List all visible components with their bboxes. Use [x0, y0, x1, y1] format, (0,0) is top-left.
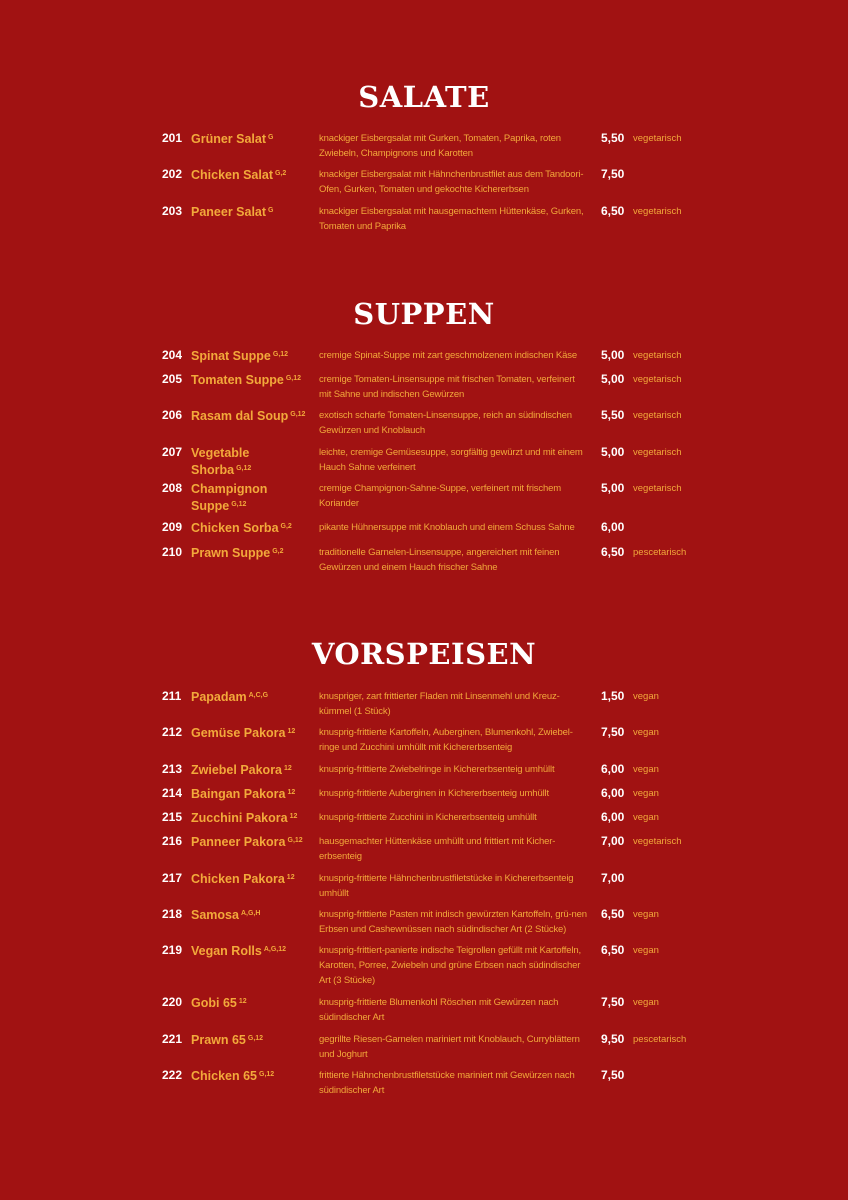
item-description: knusprig-frittierte Pasten mit indisch gewürzten Kartoffeln, grü-nen Erbsen und Cashewnüssen nach südindischer Art (2 Stücke) — [319, 909, 587, 935]
item-allergens: 12 — [284, 765, 292, 772]
item-name — [191, 348, 313, 365]
item-number: 203 — [162, 204, 183, 218]
item-diet-tag: vegan — [633, 691, 659, 702]
item-diet-tag: vegetarisch — [633, 483, 682, 494]
item-name-text: Champignon Suppe — [191, 482, 268, 513]
item-name-text: Chicken Salat — [191, 168, 273, 182]
item-description: gegrillte Riesen-Garnelen mariniert mit Knoblauch, Curryblättern und Joghurt — [319, 1034, 580, 1060]
item-name — [191, 689, 313, 706]
item-diet-tag: vegan — [633, 909, 659, 920]
item-diet-tag: vegan — [633, 788, 659, 799]
item-price: 6,50 — [601, 943, 625, 957]
item-number: 208 — [162, 481, 183, 495]
item-allergens: G,12 — [290, 411, 306, 418]
item-diet-tag: vegan — [633, 764, 659, 775]
item-price: 6,50 — [601, 545, 625, 559]
item-price: 5,50 — [601, 408, 625, 422]
item-price: 7,50 — [601, 167, 625, 181]
item-description: knusprig-frittierte Kartoffeln, Auberginen, Blumenkohl, Zwiebel-ringe und Zucchini umhüllt mit Kichererbsenteig — [319, 727, 573, 753]
item-diet-tag: vegetarisch — [633, 447, 682, 458]
item-number: 218 — [162, 907, 183, 921]
item-name — [191, 520, 313, 537]
item-number: 214 — [162, 786, 183, 800]
item-name-text: Gobi 65 — [191, 996, 237, 1010]
item-diet-tag: pescetarisch — [633, 547, 687, 558]
item-number: 202 — [162, 167, 183, 181]
item-number: 217 — [162, 871, 183, 885]
item-allergens: A,G,12 — [263, 946, 287, 953]
item-allergens: 12 — [289, 813, 298, 820]
item-number: 215 — [162, 810, 183, 824]
item-price: 6,50 — [601, 907, 625, 921]
item-description: traditionelle Garnelen-Linsensuppe, angereichert mit feinen Gewürzen und einem Hauch frischer Sahne — [319, 547, 560, 573]
item-name-text: Prawn Suppe — [191, 546, 271, 560]
item-name-text: Rasam dal Soup — [191, 409, 289, 423]
item-number: 220 — [162, 995, 183, 1009]
item-name — [191, 408, 313, 425]
item-allergens: G — [268, 134, 274, 141]
item-allergens: G,2 — [280, 523, 292, 530]
item-allergens: G — [268, 207, 274, 214]
item-price: 5,00 — [601, 348, 625, 362]
item-diet-tag: vegetarisch — [633, 350, 682, 361]
item-price: 6,50 — [601, 204, 625, 218]
item-name-text: Vegan Rolls — [191, 944, 262, 958]
item-description: knusprig-frittierte Auberginen in Kichererbsenteig umhüllt — [319, 788, 549, 799]
item-name-text: Zwiebel Pakora — [191, 763, 283, 777]
item-name-text: Grüner Salat — [191, 132, 267, 146]
item-description: knusprig-frittiert-panierte indische Teigrollen gefüllt mit Kartoffeln, Karotten, Porree, Zwiebeln und grüne Erbsen nach südindischer Art (3 Stücke) — [319, 945, 581, 986]
item-description: pikante Hühnersuppe mit Knoblauch und einem Schuss Sahne — [319, 522, 575, 533]
section-title: VORSPEISEN — [311, 637, 537, 671]
item-name — [191, 1068, 313, 1085]
item-diet-tag: pescetarisch — [633, 1034, 687, 1045]
item-allergens: G,12 — [272, 351, 289, 358]
item-allergens: G,2 — [272, 548, 284, 555]
item-number: 207 — [162, 445, 183, 459]
item-name — [191, 810, 313, 827]
item-name — [191, 943, 313, 960]
item-number: 212 — [162, 725, 183, 739]
item-allergens: G,12 — [247, 1035, 264, 1042]
item-price: 7,50 — [601, 725, 625, 739]
item-price: 6,00 — [601, 786, 625, 800]
item-diet-tag: vegetarisch — [633, 410, 682, 421]
item-description: leichte, cremige Gemüsesuppe, sorgfältig gewürzt und mit einem Hauch Sahne verfeinert — [319, 447, 583, 473]
item-name — [191, 167, 313, 184]
item-name — [191, 786, 313, 803]
item-name — [191, 545, 313, 562]
item-description: knusprig-frittierte Blumenkohl Röschen mit Gewürzen nach südindischer Art — [319, 997, 559, 1023]
item-description: cremige Tomaten-Linsensuppe mit frischen Tomaten, verfeinert mit Sahne und indischen Gewürzen — [319, 374, 575, 400]
item-description: cremige Champignon-Sahne-Suppe, verfeinert mit frischem Koriander — [319, 483, 562, 509]
item-allergens: G,12 — [236, 465, 252, 472]
item-description: knusprig-frittierte Zwiebelringe in Kichererbsenteig umhüllt — [319, 764, 555, 775]
item-name-text: Panneer Pakora — [191, 835, 286, 849]
item-name-text: Gemüse Pakora — [191, 726, 286, 740]
item-price: 7,50 — [601, 995, 625, 1009]
item-diet-tag: vegan — [633, 812, 659, 823]
item-description: knackiger Eisbergsalat mit Hähnchenbrustfilet aus dem Tandoori-Ofen, Gurken, Tomaten und gekochte Kichererbsen — [319, 169, 584, 195]
item-diet-tag: vegetarisch — [633, 374, 682, 385]
item-name-text: Papadam — [191, 690, 247, 704]
item-name-text: Baingan Pakora — [191, 787, 286, 801]
item-allergens: 12 — [287, 728, 296, 735]
item-number: 206 — [162, 408, 183, 422]
item-price: 9,50 — [601, 1032, 625, 1046]
item-number: 216 — [162, 834, 183, 848]
item-number: 211 — [162, 689, 182, 703]
item-name-text: Chicken Pakora — [191, 872, 285, 886]
item-number: 201 — [162, 131, 183, 145]
item-number: 209 — [162, 520, 183, 534]
item-number: 205 — [162, 372, 183, 386]
item-number: 221 — [162, 1032, 183, 1046]
item-allergens: G,12 — [285, 375, 302, 382]
item-price: 7,00 — [601, 871, 625, 885]
item-allergens: G,12 — [287, 837, 303, 844]
item-description: frittierte Hähnchenbrustfiletstücke mariniert mit Gewürzen nach südindischer Art — [319, 1070, 575, 1096]
item-name — [191, 445, 313, 479]
item-name — [191, 725, 313, 742]
item-name — [191, 1032, 313, 1049]
item-allergens: A,G,H — [240, 910, 261, 917]
item-name-text: Tomaten Suppe — [191, 373, 284, 387]
item-name-text: Zucchini Pakora — [191, 811, 288, 825]
item-name-text: Chicken Sorba — [191, 521, 279, 535]
item-number: 204 — [162, 348, 183, 362]
item-name — [191, 481, 313, 515]
item-description: knackiger Eisbergsalat mit Gurken, Tomaten, Paprika, roten Zwiebeln, Champignons und Karotten — [319, 133, 561, 159]
item-allergens: G,12 — [259, 1071, 275, 1078]
item-diet-tag: vegan — [633, 727, 659, 738]
item-name-text: Spinat Suppe — [191, 349, 271, 363]
item-name-text: Vegetable Shorba — [191, 446, 250, 477]
item-price: 6,00 — [601, 520, 625, 534]
item-name — [191, 204, 313, 221]
item-description: exotisch scharfe Tomaten-Linsensuppe, reich an südindischen Gewürzen und Knoblauch — [319, 410, 572, 436]
section-title: SUPPEN — [353, 297, 495, 331]
item-price: 1,50 — [601, 689, 625, 703]
item-price: 7,50 — [601, 1068, 625, 1082]
item-price: 5,00 — [601, 445, 625, 459]
item-price: 6,00 — [601, 762, 625, 776]
item-allergens: G,2 — [274, 170, 287, 177]
item-name — [191, 907, 313, 924]
item-price: 5,50 — [601, 131, 625, 145]
item-name-text: Chicken 65 — [191, 1069, 258, 1083]
item-name-text: Paneer Salat — [191, 205, 267, 219]
item-price: 7,00 — [601, 834, 625, 848]
item-name — [191, 131, 313, 148]
item-allergens: A,C,G — [248, 692, 269, 699]
item-price: 6,00 — [601, 810, 625, 824]
item-diet-tag: vegetarisch — [633, 206, 682, 217]
item-diet-tag: vegan — [633, 997, 659, 1008]
item-name — [191, 871, 313, 888]
item-name — [191, 762, 313, 779]
item-name — [191, 834, 313, 851]
item-description: knackiger Eisbergsalat mit hausgemachtem Hüttenkäse, Gurken, Tomaten und Paprika — [319, 206, 584, 232]
item-description: knusprig-frittierte Zucchini in Kichererbsenteig umhüllt — [319, 812, 537, 823]
item-price: 5,00 — [601, 372, 625, 386]
item-name-text: Samosa — [191, 908, 239, 922]
item-description: knuspriger, zart frittierter Fladen mit Linsenmehl und Kreuz-kümmel (1 Stück) — [319, 691, 560, 717]
item-diet-tag: vegetarisch — [633, 133, 682, 144]
section-title: SALATE — [358, 80, 490, 114]
item-diet-tag: vegetarisch — [633, 836, 682, 847]
item-description: cremige Spinat-Suppe mit zart geschmolzenem indischen Käse — [319, 350, 577, 361]
item-name — [191, 372, 313, 389]
item-allergens: 12 — [287, 789, 296, 796]
item-allergens: 12 — [238, 998, 247, 1005]
item-allergens: G,12 — [231, 501, 247, 508]
item-number: 222 — [162, 1068, 183, 1082]
item-diet-tag: vegan — [633, 945, 659, 956]
item-number: 219 — [162, 943, 183, 957]
item-name — [191, 995, 313, 1012]
item-name-text: Prawn 65 — [191, 1033, 246, 1047]
item-price: 5,00 — [601, 481, 625, 495]
item-number: 210 — [162, 545, 183, 559]
item-allergens: 12 — [286, 874, 295, 881]
item-description: knusprig-frittierte Hähnchenbrustfiletstücke in Kichererbsenteig umhüllt — [319, 873, 574, 899]
item-description: hausgemachter Hüttenkäse umhüllt und frittiert mit Kicher-erbsenteig — [319, 836, 556, 862]
item-number: 213 — [162, 762, 183, 776]
